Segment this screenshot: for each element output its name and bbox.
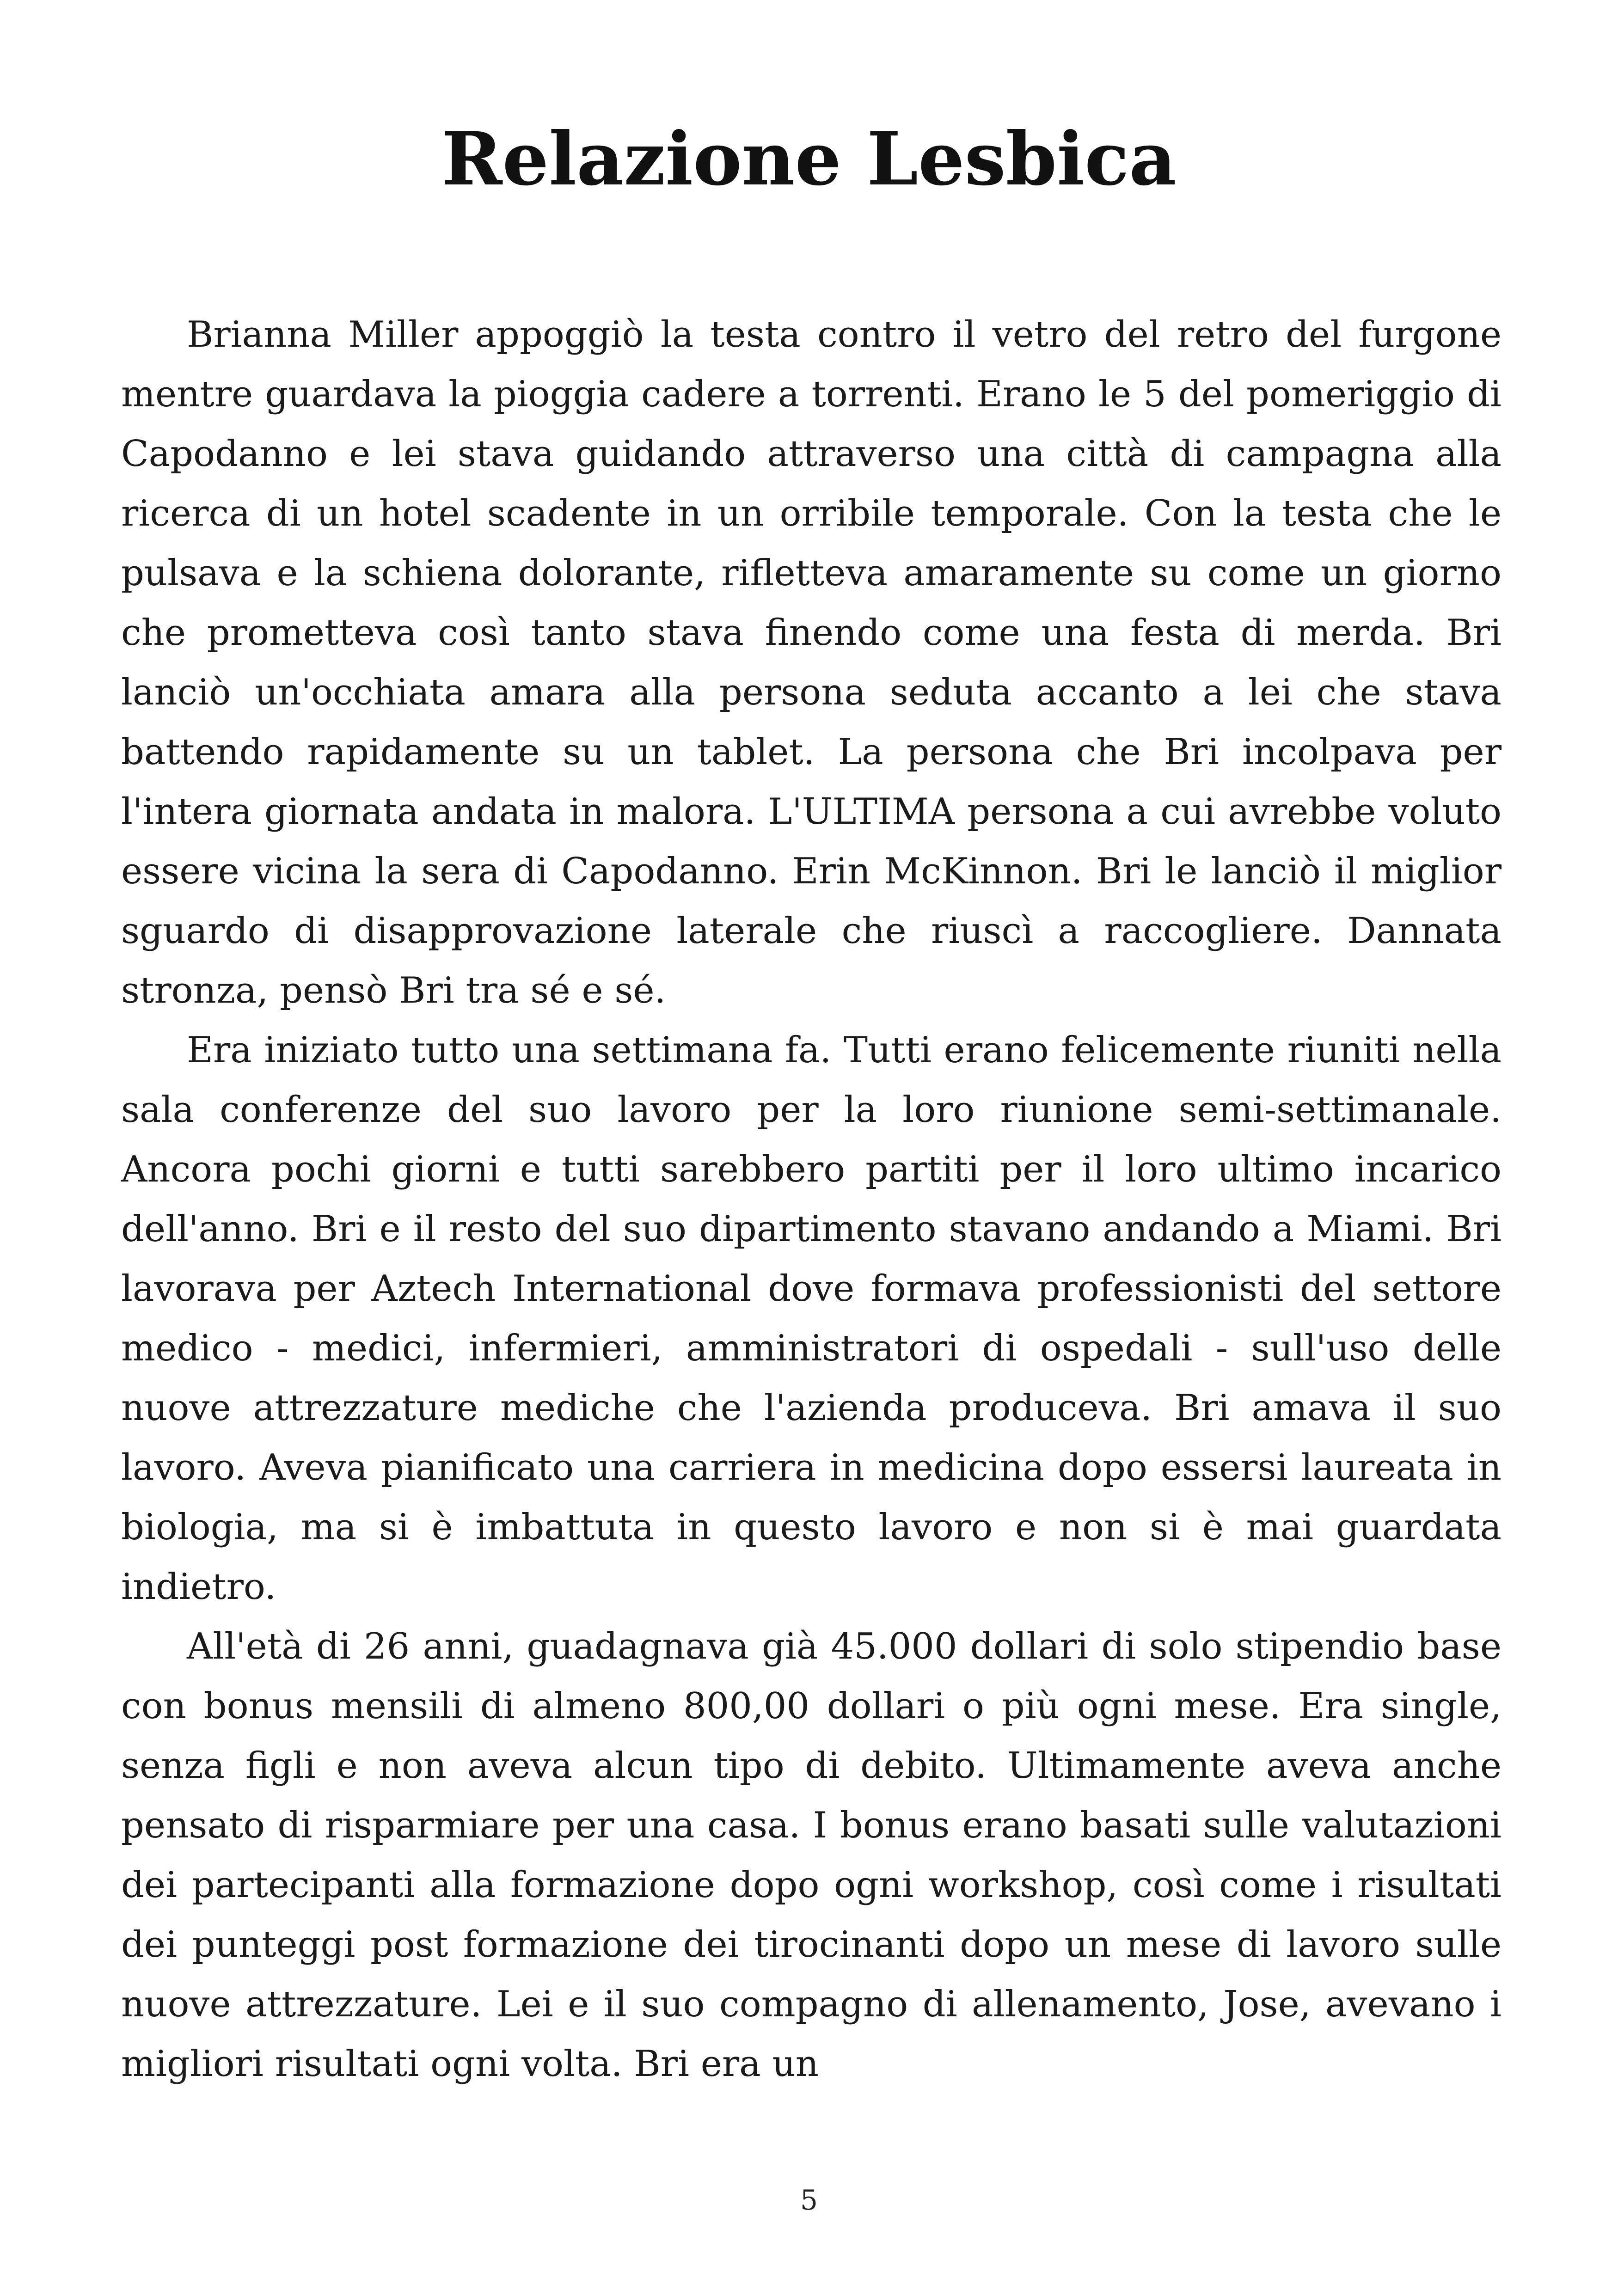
page-number: 5 [800, 2184, 818, 2216]
paragraph: Brianna Miller appoggiò la testa contro il vetro del retro del furgone mentre guardava la pioggia cadere a torrenti. Erano le 5 del pomeriggio di Capodanno e lei stava guidando attraverso una città di campagna alla ricerca di un hotel scadente in un orribile temporale. Con la testa che le pulsava e la schiena dolorante, rifletteva amaramente su come un giorno che prometteva così tanto stava finendo come una festa di merda. Bri lanciò un'occhiata amara alla persona seduta accanto a lei che stava battendo rapidamente su un tablet. La persona che Bri incolpava per l'intera giornata andata in malora. L'ULTIMA persona a cui avrebbe voluto essere vicina la sera di Capodanno. Erin McKinnon. Bri le lanciò il miglior sguardo di disapprovazione laterale che riuscì a raccogliere. Dannata stronza, pensò Bri tra sé e sé. [121, 314, 1502, 1011]
page-title: Relazione Lesbica [441, 116, 1177, 202]
paragraph: All'età di 26 anni, guadagnava già 45.000 dollari di solo stipendio base con bonus mensili di almeno 800,00 dollari o più ogni mese. Era single, senza figli e non aveva alcun tipo di debito. Ultimamente aveva anche pensato di risparmiare per una casa. I bonus erano basati sulle valutazioni dei partecipanti alla formazione dopo ogni workshop, così come i risultati dei punteggi post formazione dei tirocinanti dopo un mese di lavoro sulle nuove attrezzature. Lei e il suo compagno di allenamento, Jose, avevano i migliori risultati ogni volta. Bri era un [121, 1626, 1502, 2085]
paragraph: Era iniziato tutto una settimana fa. Tutti erano felicemente riuniti nella sala conferenze del suo lavoro per la loro riunione semi-settimanale. Ancora pochi giorni e tutti sarebbero partiti per il loro ultimo incarico dell'anno. Bri e il resto del suo dipartimento stavano andando a Miami. Bri lavorava per Aztech International dove formava professionisti del settore medico - medici, infermieri, amministratori di ospedali - sull'uso delle nuove attrezzature mediche che l'azienda produceva. Bri amava il suo lavoro. Aveva pianificato una carriera in medicina dopo essersi laureata in biologia, ma si è imbattuta in questo lavoro e non si è mai guardata indietro. [121, 1029, 1502, 1608]
body-text [121, 305, 1502, 2094]
